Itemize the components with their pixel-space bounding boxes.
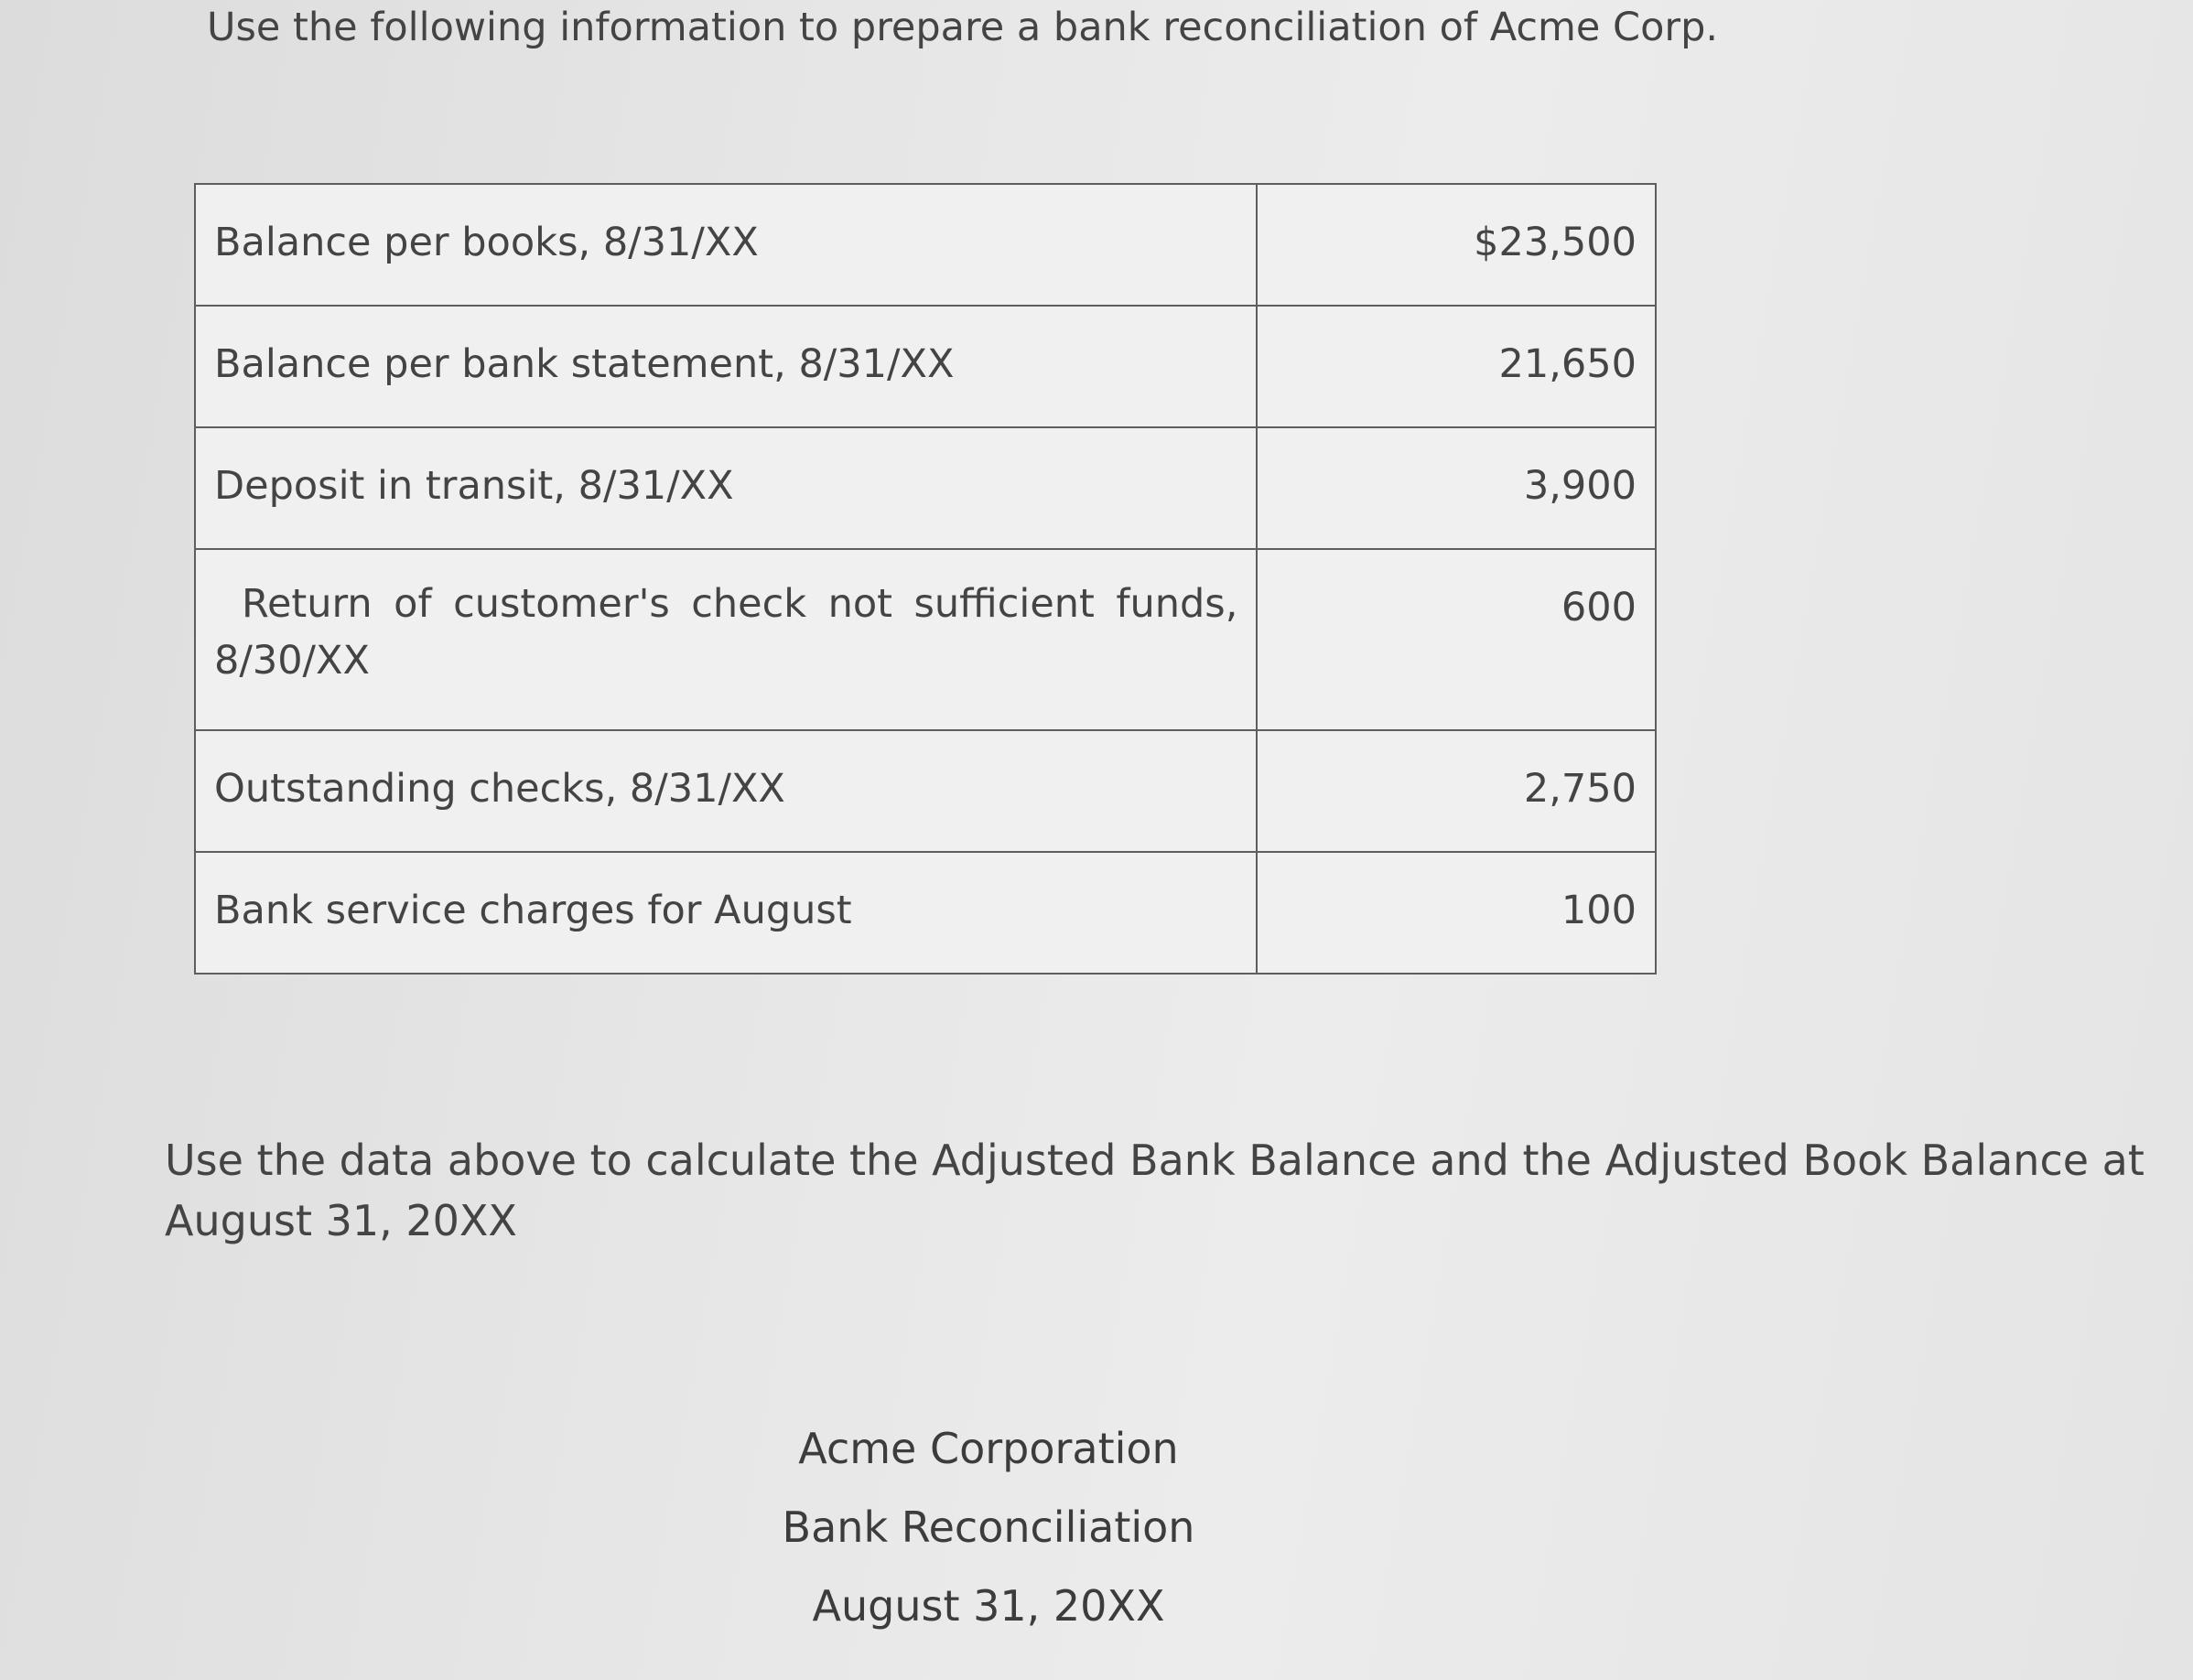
row-label: Return of customer's check not sufficient funds, 8/30/XX [195,549,1257,730]
table-row [195,549,1656,730]
row-label: Balance per bank statement, 8/31/XX [195,306,1257,427]
statement-date: August 31, 20XX [812,1581,1165,1631]
statement-title: Bank Reconciliation [782,1502,1195,1552]
row-value: 100 [1257,852,1656,974]
row-value: 21,650 [1257,306,1656,427]
table-row [195,427,1656,549]
table-row [195,730,1656,852]
question-text: Use the data above to calculate the Adjusted Bank Balance and the Adjusted Book Balance at August 31, 20XX [165,1136,2144,1245]
instruction-text: Use the following information to prepare a bank reconciliation of Acme Corp. [207,5,1719,50]
table-row [195,852,1656,974]
row-label: Outstanding checks, 8/31/XX [195,730,1257,852]
row-value: 600 [1257,549,1656,730]
table-row [195,184,1656,306]
row-label: Balance per books, 8/31/XX [195,184,1257,306]
row-label: Deposit in transit, 8/31/XX [195,427,1257,549]
row-value: 2,750 [1257,730,1656,852]
row-value: $23,500 [1257,184,1656,306]
row-value: 3,900 [1257,427,1656,549]
reconciliation-data-table [194,183,1657,975]
row-label: Bank service charges for August [195,852,1257,974]
reconciliation-heading [714,1409,1263,1645]
table-row [195,306,1656,427]
company-name: Acme Corporation [798,1424,1179,1473]
